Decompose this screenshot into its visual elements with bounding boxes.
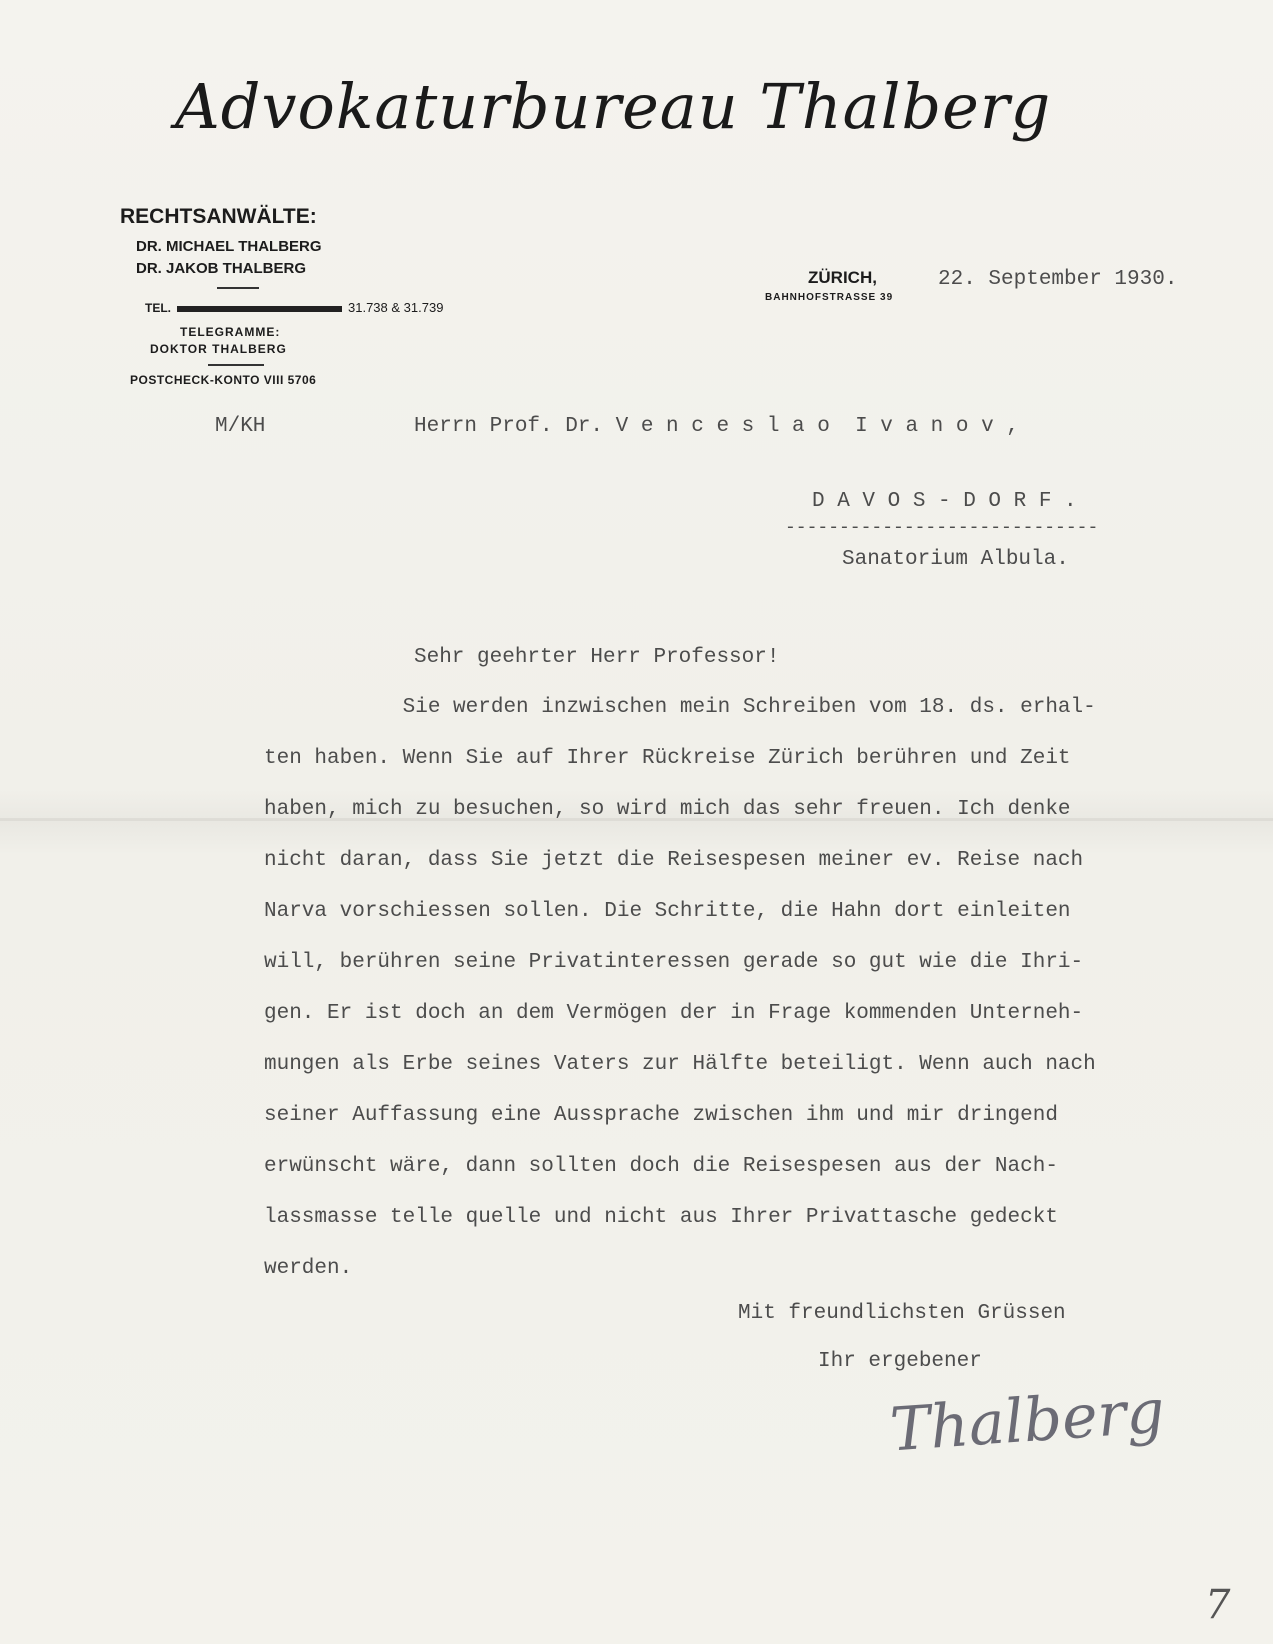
- letterhead-street: BAHNHOFSTRASSE 39: [765, 292, 894, 303]
- closing-valediction: Ihr ergebener: [818, 1350, 982, 1373]
- recipient-name: Herrn Prof. Dr. V e n c e s l a o I v a n o v ,: [414, 415, 1019, 438]
- struck-out-number: [177, 306, 342, 312]
- recipient-city: D A V O S - D O R F .: [812, 490, 1077, 513]
- letter-body: [264, 682, 1254, 1294]
- letterhead-logo: Advokaturbureau Thalberg: [175, 70, 1052, 143]
- letterhead-telephone: [145, 300, 443, 315]
- tel-label: TEL.: [145, 301, 171, 315]
- letter-date: 22. September 1930.: [938, 268, 1178, 291]
- lawyer-name-1: DR. MICHAEL THALBERG: [136, 238, 322, 255]
- closing-greeting: Mit freundlichsten Grüssen: [738, 1302, 1066, 1325]
- letterhead-divider: [208, 364, 264, 366]
- salutation: Sehr geehrter Herr Professor!: [414, 646, 780, 669]
- handwritten-signature: Thalberg: [887, 1376, 1167, 1466]
- body-line: lassmasse telle quelle und nicht aus Ihrer Privattasche gedeckt: [264, 1206, 1058, 1229]
- body-line: Sie werden inzwischen mein Schreiben vom 18. ds. erhal-: [264, 696, 1096, 719]
- body-line: seiner Auffassung eine Aussprache zwischen ihm und mir dringend: [264, 1104, 1058, 1127]
- reference-initials: M/KH: [215, 415, 266, 438]
- body-line: Narva vorschiessen sollen. Die Schritte, die Hahn dort einleiten: [264, 900, 1071, 923]
- tel-numbers: 31.738 & 31.739: [348, 300, 444, 315]
- telegram-label: TELEGRAMME:: [180, 325, 281, 339]
- body-line: ten haben. Wenn Sie auf Ihrer Rückreise Zürich berühren und Zeit: [264, 747, 1071, 770]
- recipient-place: Sanatorium Albula.: [842, 548, 1069, 571]
- body-line: mungen als Erbe seines Vaters zur Hälfte beteiligt. Wenn auch nach: [264, 1053, 1096, 1076]
- body-line: gen. Er ist doch an dem Vermögen der in Frage kommenden Unterneh-: [264, 1002, 1084, 1025]
- letterhead-title: RECHTSANWÄLTE:: [120, 205, 317, 228]
- body-line: haben, mich zu besuchen, so wird mich das sehr freuen. Ich denke: [264, 798, 1071, 821]
- letterhead-city: ZÜRICH,: [808, 268, 877, 287]
- lawyer-name-2: DR. JAKOB THALBERG: [136, 260, 307, 277]
- page-number: 7: [1205, 1582, 1231, 1628]
- body-line: will, berühren seine Privatinteressen gerade so gut wie die Ihri-: [264, 951, 1084, 974]
- postcheck-account: POSTCHECK-KONTO VIII 5706: [130, 373, 317, 387]
- body-line: nicht daran, dass Sie jetzt die Reisespesen meiner ev. Reise nach: [264, 849, 1084, 872]
- letterhead-divider: [217, 287, 259, 289]
- body-line: werden.: [264, 1257, 353, 1280]
- address-underline: -----------------------------: [785, 518, 1099, 538]
- body-line: erwünscht wäre, dann sollten doch die Reisespesen aus der Nach-: [264, 1155, 1058, 1178]
- telegram-address: DOKTOR THALBERG: [150, 342, 287, 356]
